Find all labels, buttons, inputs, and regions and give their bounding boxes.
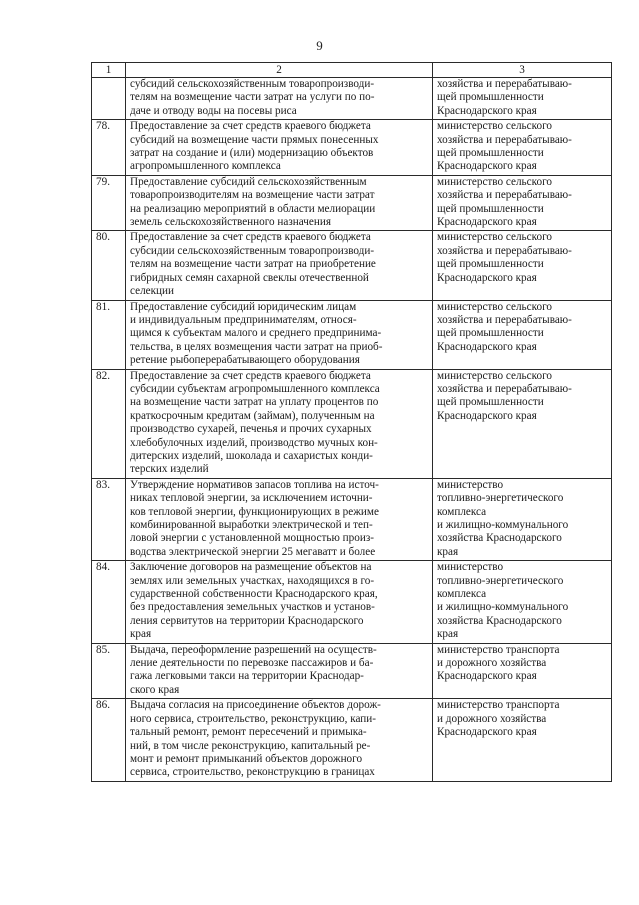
- responsible-body-line: топливно-энергетического: [437, 492, 564, 505]
- service-description: [126, 175, 433, 231]
- responsible-body-line: Краснодарского края: [437, 409, 537, 422]
- responsible-body-line: министерство сельского: [437, 120, 552, 133]
- description-line: ного сервиса, строительство, реконструкцию, капи-: [130, 712, 377, 725]
- column-header-organization: 3: [433, 63, 612, 78]
- responsible-body-line: министерство сельского: [437, 231, 552, 244]
- description-line: дитерских изделий, шоколада и сахаристых конди-: [130, 449, 373, 462]
- responsible-body-line: топливно-энергетического: [437, 574, 564, 587]
- page-number: 9: [316, 38, 323, 53]
- row-number: [92, 78, 126, 120]
- row-number: 79.: [92, 175, 126, 231]
- row-number: 82.: [92, 369, 126, 478]
- row-number: 85.: [92, 643, 126, 699]
- responsible-body-line: хозяйства и перерабатываю-: [437, 189, 572, 202]
- responsible-body-line: щей промышленности: [437, 396, 544, 409]
- description-line: щимся к субъектам малого и среднего предпринима-: [130, 327, 382, 340]
- description-line: ского края: [130, 683, 180, 696]
- row-number: 80.: [92, 231, 126, 300]
- responsible-body-line: министерство: [437, 478, 504, 491]
- responsible-body-line: Краснодарского края: [437, 670, 537, 683]
- service-description: [126, 300, 433, 369]
- responsible-body-line: Краснодарского края: [437, 216, 537, 229]
- responsible-body: [433, 120, 612, 176]
- column-header-number: 1: [92, 63, 126, 78]
- table-header-row: [92, 63, 612, 78]
- description-line: на возмещение части затрат на уплату процентов по: [130, 396, 379, 409]
- table-row: [92, 478, 612, 560]
- description-line: Выдача, переоформление разрешений на осуществ-: [130, 643, 377, 656]
- responsible-body-line: Краснодарского края: [437, 340, 537, 353]
- responsible-body: [433, 175, 612, 231]
- description-line: Предоставление субсидий юридическим лицам: [130, 300, 357, 313]
- description-line: товаропроизводителям на возмещение части затрат: [130, 189, 375, 202]
- responsible-body-line: щей промышленности: [437, 91, 544, 104]
- description-line: агропромышленного комплекса: [130, 160, 281, 173]
- table-row: [92, 78, 612, 120]
- description-line: без предоставления земельных участков и установ-: [130, 601, 375, 614]
- document-table: [91, 62, 612, 782]
- row-number: 78.: [92, 120, 126, 176]
- description-line: Заключение договоров на размещение объектов на: [130, 561, 372, 574]
- service-description: [126, 643, 433, 699]
- responsible-body-line: щей промышленности: [437, 202, 544, 215]
- responsible-body-line: министерство сельского: [437, 369, 552, 382]
- description-line: селекции: [130, 285, 175, 298]
- responsible-body-line: министерство сельского: [437, 300, 552, 313]
- responsible-body: [433, 478, 612, 560]
- table-body: [92, 78, 612, 782]
- description-line: ловой энергии с установленной мощностью произ-: [130, 532, 374, 545]
- responsible-body-line: и дорожного хозяйства: [437, 712, 547, 725]
- table-row: [92, 561, 612, 643]
- description-line: субсидий сельскохозяйственным товаропроизводи-: [130, 78, 375, 90]
- responsible-body-line: Краснодарского края: [437, 271, 537, 284]
- description-line: ретение рыбоперерабатывающего оборудования: [130, 354, 360, 367]
- responsible-body-line: Краснодарского края: [437, 104, 537, 117]
- responsible-body-line: министерство транспорта: [437, 643, 560, 656]
- table-row: [92, 643, 612, 699]
- responsible-body-line: хозяйства и перерабатываю-: [437, 313, 572, 326]
- description-line: ление деятельности по перевозке пассажиров и ба-: [130, 657, 374, 670]
- table-row: [92, 699, 612, 781]
- description-line: краткосрочным кредитам (займам), полученным на: [130, 409, 375, 422]
- description-line: Выдача согласия на присоединение объектов дорож-: [130, 699, 381, 712]
- description-line: и индивидуальным предпринимателям, относя-: [130, 313, 357, 326]
- responsible-body-line: и жилищно-коммунального: [437, 601, 569, 614]
- service-description: [126, 369, 433, 478]
- description-line: Предоставление субсидий сельскохозяйственным: [130, 175, 367, 188]
- service-description: [126, 78, 433, 120]
- service-description: [126, 561, 433, 643]
- description-line: гажа легковыми такси на территории Краснодар-: [130, 670, 364, 683]
- responsible-body-line: министерство: [437, 561, 504, 574]
- description-line: никах тепловой энергии, за исключением источни-: [130, 492, 373, 505]
- description-line: Утверждение нормативов запасов топлива на источ-: [130, 478, 379, 491]
- responsible-body-line: щей промышленности: [437, 258, 544, 271]
- description-line: на реализацию мероприятий в области мелиорации: [130, 202, 376, 215]
- responsible-body: [433, 231, 612, 300]
- responsible-body-line: министерство транспорта: [437, 699, 560, 712]
- responsible-body-line: Краснодарского края: [437, 726, 537, 739]
- description-line: сударственной собственности Краснодарского края,: [130, 588, 378, 601]
- description-line: сервиса, строительство, реконструкцию в границах: [130, 766, 375, 779]
- responsible-body: [433, 561, 612, 643]
- description-line: терских изделий: [130, 463, 209, 476]
- responsible-body-line: министерство сельского: [437, 175, 552, 188]
- responsible-body-line: хозяйства и перерабатываю-: [437, 78, 572, 90]
- responsible-body-line: хозяйства и перерабатываю-: [437, 133, 572, 146]
- description-line: Предоставление за счет средств краевого бюджета: [130, 231, 371, 244]
- description-line: гибридных семян сахарной свеклы отечественной: [130, 271, 369, 284]
- responsible-body-line: и дорожного хозяйства: [437, 657, 547, 670]
- description-line: хлебобулочных изделий, производство мучных кон-: [130, 436, 378, 449]
- table-row: [92, 369, 612, 478]
- description-line: водства электрической энергии 25 мегаватт и более: [130, 545, 376, 558]
- description-line: монт и ремонт примыканий объектов дорожного: [130, 752, 363, 765]
- description-line: земель сельскохозяйственного назначения: [130, 216, 332, 229]
- description-line: телям на возмещение части затрат на приобретение: [130, 258, 376, 271]
- responsible-body-line: щей промышленности: [437, 147, 544, 160]
- description-line: Предоставление за счет средств краевого бюджета: [130, 120, 371, 133]
- table-row: [92, 300, 612, 369]
- description-line: тельства, в целях возмещения части затрат на приоб-: [130, 340, 383, 353]
- description-line: края: [130, 628, 152, 641]
- service-description: [126, 231, 433, 300]
- table-row: [92, 231, 612, 300]
- responsible-body: [433, 699, 612, 781]
- row-number: 84.: [92, 561, 126, 643]
- description-line: субсидии сельскохозяйственным товаропроизводи-: [130, 244, 375, 257]
- service-description: [126, 699, 433, 781]
- service-description: [126, 120, 433, 176]
- row-number: 81.: [92, 300, 126, 369]
- description-line: землях или земельных участках, находящихся в го-: [130, 574, 375, 587]
- responsible-body-line: комплекса: [437, 588, 487, 601]
- description-line: комбинированной выработки электрической и теп-: [130, 519, 373, 531]
- responsible-body: [433, 369, 612, 478]
- responsible-body-line: щей промышленности: [437, 327, 544, 340]
- description-line: ления сервитутов на территории Краснодарского: [130, 614, 364, 627]
- description-line: телям на возмещение части затрат на услуги по по-: [130, 91, 375, 104]
- description-line: производство сухарей, печенья и прочих сухарных: [130, 423, 372, 436]
- responsible-body-line: комплекса: [437, 505, 487, 518]
- description-line: Предоставление за счет средств краевого бюджета: [130, 369, 371, 382]
- responsible-body-line: хозяйства Краснодарского: [437, 614, 562, 627]
- description-line: даче и отводу воды на посевы риса: [130, 104, 297, 117]
- responsible-body-line: края: [437, 545, 459, 558]
- description-line: ний, в том числе реконструкцию, капитальный ре-: [130, 739, 371, 752]
- description-line: субсидий на возмещение части прямых понесенных: [130, 133, 379, 146]
- responsible-body: [433, 78, 612, 120]
- responsible-body: [433, 300, 612, 369]
- responsible-body-line: хозяйства Краснодарского: [437, 532, 562, 545]
- responsible-body-line: края: [437, 628, 459, 641]
- responsible-body-line: Краснодарского края: [437, 160, 537, 173]
- description-line: затрат на создание и (или) модернизацию объектов: [130, 147, 374, 160]
- description-line: ков тепловой энергии, функционирующих в режиме: [130, 505, 379, 518]
- row-number: 86.: [92, 699, 126, 781]
- responsible-body: [433, 643, 612, 699]
- description-line: тальный ремонт, ремонт пересечений и примыка-: [130, 726, 367, 739]
- service-description: [126, 478, 433, 560]
- responsible-body-line: хозяйства и перерабатываю-: [437, 244, 572, 257]
- row-number: 83.: [92, 478, 126, 560]
- column-header-description: 2: [126, 63, 433, 78]
- description-line: субсидии субъектам агропромышленного комплекса: [130, 382, 380, 395]
- table-row: [92, 120, 612, 176]
- table-row: [92, 175, 612, 231]
- responsible-body-line: хозяйства и перерабатываю-: [437, 382, 572, 395]
- responsible-body-line: и жилищно-коммунального: [437, 519, 569, 531]
